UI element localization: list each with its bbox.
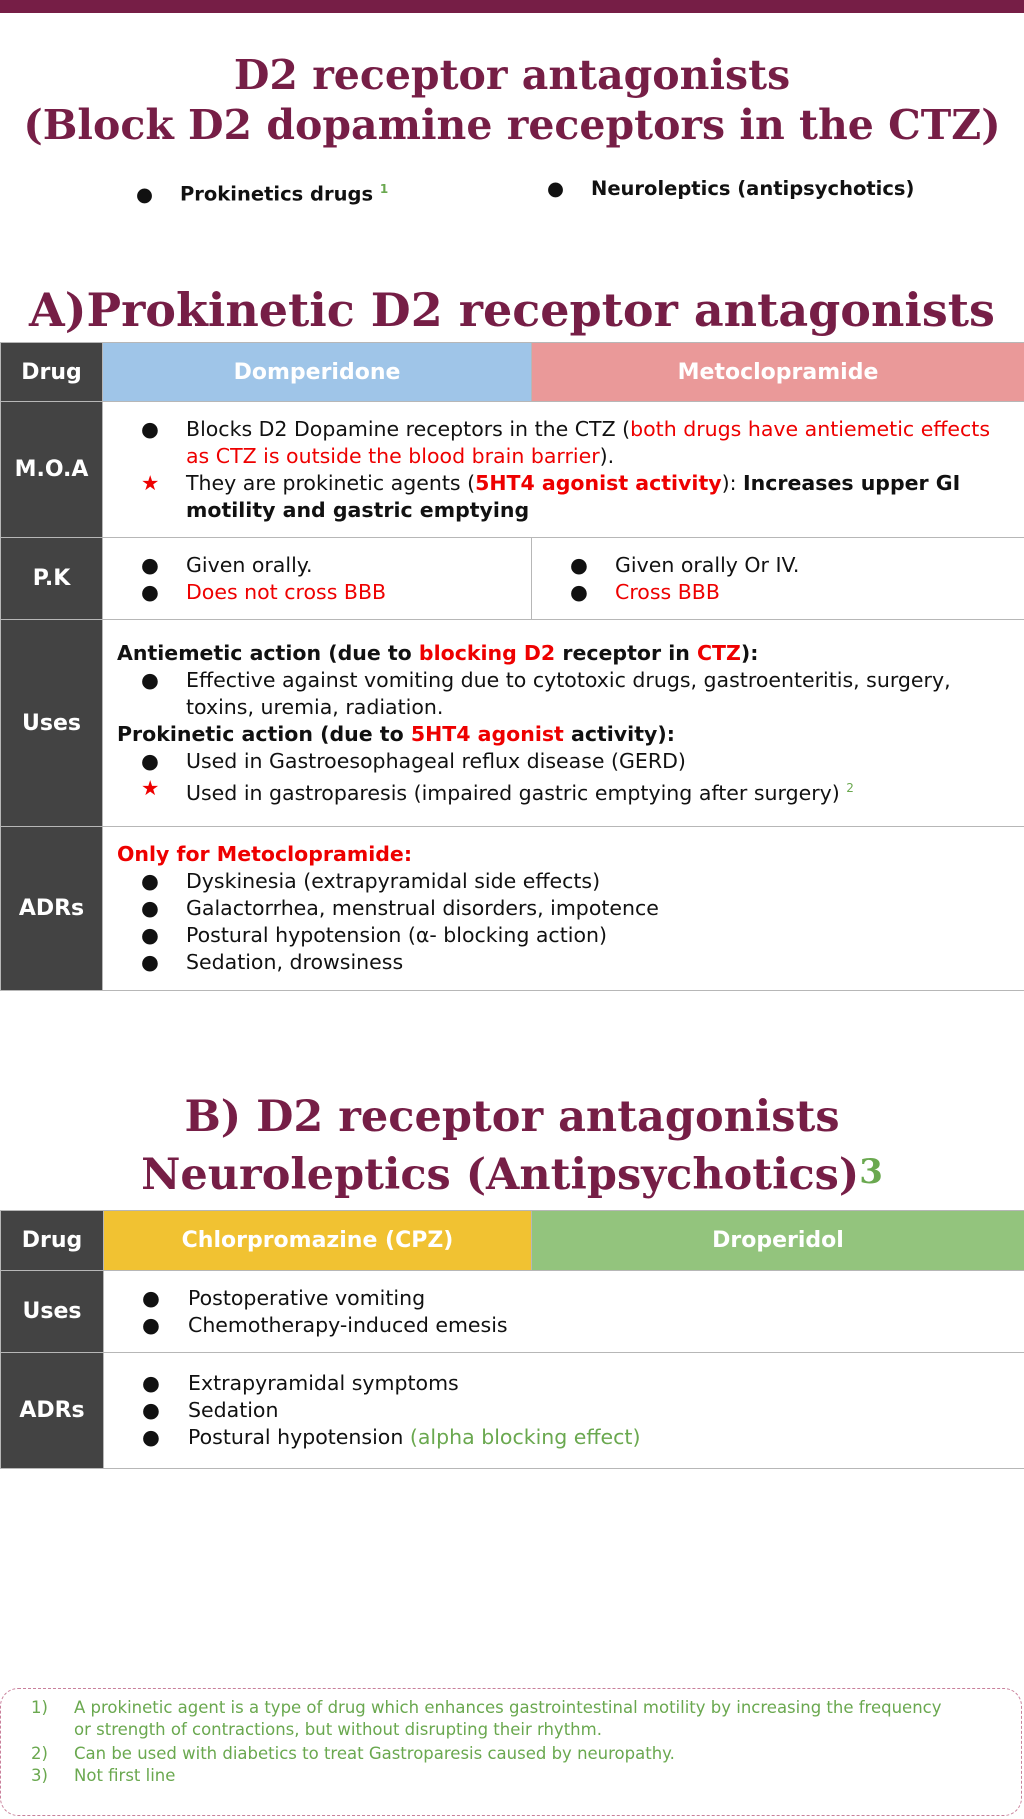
star-icon: ★: [141, 775, 160, 800]
footnote-3: 3) Not first line: [31, 1766, 176, 1785]
table-row: [1, 402, 1024, 538]
star-icon: ★: [141, 470, 160, 495]
bullet-icon: ●: [570, 579, 588, 604]
bullet-icon: ●: [142, 1285, 160, 1310]
bullet-icon: ●: [141, 950, 159, 974]
pk-metoclopramide: ● Given orally Or IV. ● Cross BBB: [532, 538, 1024, 620]
bullet-icon: ●: [142, 1371, 160, 1395]
intro-bullet-neuroleptics: ● Neuroleptics (antipsychotics): [547, 177, 915, 200]
adrs-cell: ● Extrapyramidal symptoms ● Sedation ● Postural hypotension (alpha blocking effect): [104, 1353, 1024, 1469]
footnote-1: 1) A prokinetic agent is a type of drug which enhances gastrointestinal motility by increasing the frequency or strength of contractions, but without disrupting their rhythm.: [31, 1698, 942, 1739]
row-label-drug: Drug: [1, 1211, 104, 1271]
neuroleptic-table: [0, 1210, 1024, 1469]
bullet-icon: ●: [141, 869, 159, 893]
header-droperidol: Droperidol: [532, 1211, 1024, 1271]
page-title: D2 receptor antagonists (Block D2 dopamine receptors in the CTZ): [23, 51, 1001, 149]
bullet-icon: ●: [141, 579, 159, 604]
row-label-uses: Uses: [1, 1271, 104, 1353]
bullet-icon: ●: [142, 1312, 160, 1337]
header-metoclopramide: Metoclopramide: [532, 343, 1024, 402]
table-row: [1, 620, 1024, 827]
table-row: [1, 343, 1024, 402]
table-row: [1, 538, 1024, 620]
bullet-icon: ●: [142, 1425, 160, 1449]
row-label-adrs: ADRs: [1, 827, 103, 991]
bullet-icon: ●: [141, 896, 159, 920]
section-a-title: A)Prokinetic D2 receptor antagonists: [29, 283, 995, 337]
row-label-uses: Uses: [1, 620, 103, 827]
table-row: [1, 827, 1024, 991]
top-accent-bar: [0, 0, 1024, 13]
intro-bullet-prokinetics: ● Prokinetics drugs $^1$: [136, 182, 389, 206]
bullet-icon: ●: [570, 552, 588, 577]
list-item: ● Blocks D2 Dopamine receptors in the CTZ (both drugs have antiemetic effects as CTZ is outside the blood brain barrier).: [141, 416, 991, 468]
table-row: [1, 1353, 1024, 1469]
table-row: [1, 1271, 1024, 1353]
section-b-title: B) D2 receptor antagonists Neuroleptics (Antipsychotics)3: [141, 1092, 883, 1200]
bullet-icon: ●: [141, 416, 159, 441]
row-label-moa: M.O.A: [1, 402, 103, 538]
table-row: [1, 1211, 1024, 1271]
uses-cell: ● Postoperative vomiting ● Chemotherapy-induced emesis: [104, 1271, 1024, 1353]
row-label-drug: Drug: [1, 343, 103, 402]
list-item: ★ They are prokinetic agents (5HT4 agonist activity): Increases upper GI motility and gastric emptying: [141, 470, 961, 522]
uses-cell: Antiemetic action (due to blocking D2 receptor in CTZ): ● Effective against vomiting due to cytotoxic drugs, gastroenteritis, surgery, toxins, uremia, radiation. Prokinetic action (due to 5HT4 agonist activity): ● Used in Gastroesophageal reflux disease (GERD) ★ Used in gastroparesis (impaired gastric emptying after surgery) $^2$: [103, 620, 1024, 827]
row-label-adrs: ADRs: [1, 1353, 104, 1469]
bullet-icon: ●: [141, 923, 159, 947]
bullet-icon: ●: [141, 667, 159, 692]
footnote-2: 2) Can be used with diabetics to treat Gastroparesis caused by neuropathy.: [31, 1744, 675, 1763]
row-label-pk: P.K: [1, 538, 103, 620]
pk-domperidone: ● Given orally. ● Does not cross BBB: [103, 538, 532, 620]
moa-cell: [103, 402, 1024, 538]
prokinetic-table: [0, 342, 1024, 991]
header-chlorpromazine: Chlorpromazine (CPZ): [104, 1211, 532, 1271]
bullet-icon: ●: [141, 748, 159, 773]
bullet-icon: ●: [141, 552, 159, 577]
bullet-icon: ●: [142, 1398, 160, 1422]
header-domperidone: Domperidone: [103, 343, 532, 402]
adrs-cell: Only for Metoclopramide: ● Dyskinesia (extrapyramidal side effects) ● Galactorrhea, menstrual disorders, impotence ● Postural hypotension (α- blocking action) ● Sedation, drowsiness: [103, 827, 1024, 991]
